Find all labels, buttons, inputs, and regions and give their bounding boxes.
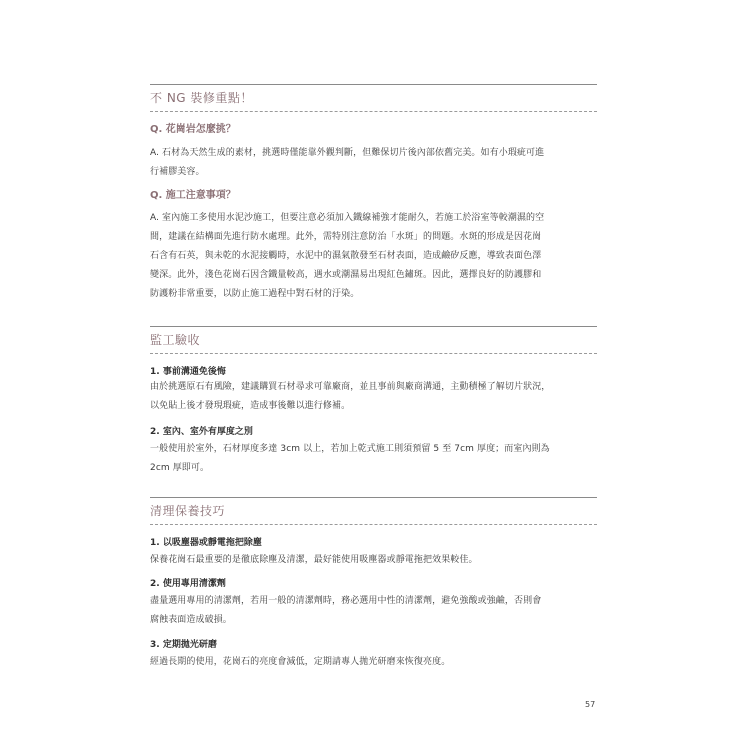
item-heading: 1. 事前溝通免後悔 — [150, 367, 226, 377]
question-heading: Q. 花崗岩怎麼挑？ — [150, 124, 236, 135]
page-number: 57 — [585, 700, 596, 709]
answer-line: A. 石材為天然生成的素材，挑選時僅能靠外觀判斷，但難保切片後內部依舊完美。如有小瑕疵可進 — [150, 148, 545, 158]
maintenance-paragraph-2 — [150, 592, 597, 630]
item-heading: 2. 室內、室外有厚度之別 — [150, 427, 253, 437]
section-dashed-rule — [150, 353, 597, 354]
section-title: 監工驗收 — [150, 333, 201, 347]
maintenance-item-1 — [150, 537, 597, 549]
answer-line: 間，建議在結構面先進行防水處理。此外，需特別注意防治「水斑」的問題。水斑的形成是因花崗 — [150, 232, 542, 242]
section-header-ng-tips — [150, 84, 597, 112]
inspection-item-2 — [150, 426, 597, 438]
maintenance-item-3 — [150, 639, 597, 651]
body-line: 經過長期的使用，花崗石的亮度會減低，定期請專人拋光研磨來恢復亮度。 — [150, 657, 451, 667]
body-line: 保養花崗石最重要的是徹底除塵及清潔，最好能使用吸塵器或靜電拖把效果較佳。 — [150, 555, 478, 565]
answer-paragraph-1 — [150, 144, 597, 182]
answer-line: 變深。此外，淺色花崗石因含鐵量較高，遇水或潮濕易出現紅色鏽斑。因此，選擇良好的防護膠和 — [150, 270, 542, 280]
section-title: 不 NG 裝修重點！ — [150, 91, 253, 105]
section-title: 清理保養技巧 — [150, 504, 226, 518]
qa-block-2 — [150, 190, 597, 202]
section-header-inspection — [150, 326, 597, 354]
body-line: 由於挑選原石有風險，建議購買石材尋求可靠廠商，並且事前與廠商溝通，主動積極了解切片狀況， — [150, 382, 551, 392]
body-line: 2cm 厚即可。 — [150, 463, 210, 473]
qa-block-1 — [150, 124, 597, 136]
answer-line: 防護粉非常重要，以防止施工過程中對石材的汙染。 — [150, 289, 360, 299]
section-dashed-rule — [150, 111, 597, 112]
answer-paragraph-2 — [150, 209, 597, 304]
maintenance-paragraph-1 — [150, 551, 597, 570]
body-line: 腐蝕表面造成破損。 — [150, 615, 232, 625]
inspection-paragraph-2 — [150, 440, 597, 478]
item-heading: 2. 使用專用清潔劑 — [150, 579, 226, 589]
maintenance-item-2 — [150, 578, 597, 590]
maintenance-paragraph-3 — [150, 653, 597, 672]
section-top-rule — [150, 326, 597, 327]
section-dashed-rule — [150, 524, 597, 525]
section-top-rule — [150, 84, 597, 85]
section-top-rule — [150, 497, 597, 498]
answer-line: A. 室內施工多使用水泥沙施工，但要注意必須加入鐵線補強才能耐久，若施工於浴室等較潮濕的空 — [150, 213, 545, 223]
answer-line: 石含有石英，與未乾的水泥接觸時，水泥中的濕氣散發至石材表面，造成鹼矽反應，導致表面色澤 — [150, 251, 542, 261]
item-heading: 3. 定期拋光研磨 — [150, 640, 217, 650]
answer-line: 行補膠美容。 — [150, 167, 205, 177]
body-line: 盡量選用專用的清潔劑，若用一般的清潔劑時，務必選用中性的清潔劑，避免強酸或強鹼，否則會 — [150, 596, 542, 606]
section-header-maintenance — [150, 497, 597, 525]
question-heading: Q. 施工注意事項？ — [150, 190, 236, 201]
item-heading: 1. 以吸塵器或靜電拖把除塵 — [150, 538, 262, 548]
body-line: 一般使用於室外，石材厚度多達 3cm 以上，若加上乾式施工則須預留 5 至 7cm 厚度；而室內則為 — [150, 444, 550, 454]
body-line: 以免貼上後才發現瑕疵，造成事後難以進行修補。 — [150, 401, 351, 411]
inspection-paragraph-1 — [150, 378, 597, 416]
inspection-item-1 — [150, 366, 597, 378]
